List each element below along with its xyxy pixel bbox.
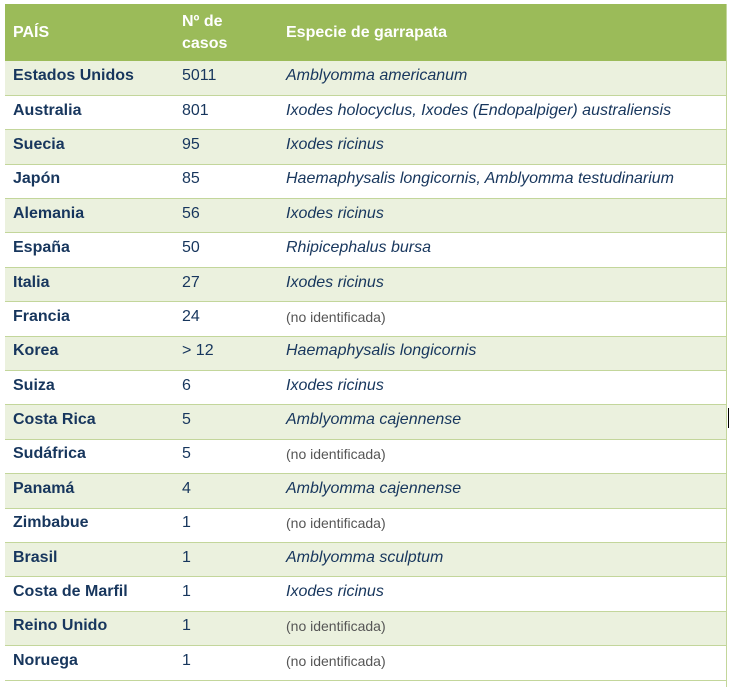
table-row [5, 130, 726, 164]
header-species: Especie de garrapata [286, 23, 447, 41]
table-header-row [5, 4, 726, 61]
cases-table-container [5, 4, 726, 681]
cell-cases: > 12 [175, 336, 277, 370]
cell-species: (no identificada) [277, 439, 726, 473]
header-cases-line2: casos [182, 34, 228, 52]
table-row [5, 542, 726, 576]
table-row [5, 61, 726, 95]
cell-country: Alemania [5, 199, 175, 233]
table-row [5, 508, 726, 542]
text-cursor [728, 408, 729, 428]
cell-country: Reino Unido [5, 611, 175, 645]
cell-country: Brasil [5, 542, 175, 576]
table-row [5, 371, 726, 405]
cell-cases: 50 [175, 233, 277, 267]
cell-species: Amblyomma americanum [277, 61, 726, 95]
cell-country: Noruega [5, 646, 175, 680]
cell-cases: 5 [175, 439, 277, 473]
table-row [5, 646, 726, 680]
table-right-border [726, 4, 727, 687]
cell-cases: 24 [175, 302, 277, 336]
header-cases-line1: Nº de [182, 12, 223, 30]
cell-country: Zimbabue [5, 508, 175, 542]
cell-species: (no identificada) [277, 302, 726, 336]
cell-country: Japón [5, 164, 175, 198]
cell-species: Haemaphysalis longicornis, Amblyomma testudinarium [277, 164, 726, 198]
table-row [5, 439, 726, 473]
cell-species: Haemaphysalis longicornis [277, 336, 726, 370]
cell-country: Suiza [5, 371, 175, 405]
table-row [5, 405, 726, 439]
cell-species: (no identificada) [277, 646, 726, 680]
cell-country: Estados Unidos [5, 61, 175, 95]
cell-cases: 56 [175, 199, 277, 233]
cell-cases: 1 [175, 611, 277, 645]
cell-species: Ixodes ricinus [277, 130, 726, 164]
table-row [5, 474, 726, 508]
cell-cases: 5 [175, 405, 277, 439]
cell-species: Rhipicephalus bursa [277, 233, 726, 267]
table-row [5, 199, 726, 233]
cell-country: Suecia [5, 130, 175, 164]
cell-cases: 1 [175, 577, 277, 611]
cell-country: Panamá [5, 474, 175, 508]
cell-species: Ixodes holocyclus, Ixodes (Endopalpiger) australiensis [277, 95, 726, 129]
table-row [5, 577, 726, 611]
cell-cases: 801 [175, 95, 277, 129]
cell-country: Australia [5, 95, 175, 129]
cell-species: Amblyomma sculptum [277, 542, 726, 576]
cell-cases: 6 [175, 371, 277, 405]
cell-cases: 1 [175, 508, 277, 542]
cell-country: Francia [5, 302, 175, 336]
table-body [5, 61, 726, 680]
table-row [5, 233, 726, 267]
table-row [5, 267, 726, 301]
cell-species: Amblyomma cajennense [277, 474, 726, 508]
cell-country: Costa Rica [5, 405, 175, 439]
header-cases [175, 4, 277, 61]
cell-species: Amblyomma cajennense [277, 405, 726, 439]
cell-cases: 1 [175, 646, 277, 680]
cell-cases: 4 [175, 474, 277, 508]
cell-cases: 95 [175, 130, 277, 164]
table-row [5, 95, 726, 129]
table-row [5, 302, 726, 336]
table-row [5, 164, 726, 198]
cases-table [5, 4, 726, 681]
cell-cases: 27 [175, 267, 277, 301]
table-row [5, 611, 726, 645]
cell-cases: 5011 [175, 61, 277, 95]
cell-species: Ixodes ricinus [277, 199, 726, 233]
cell-cases: 85 [175, 164, 277, 198]
table-row [5, 336, 726, 370]
cell-species: (no identificada) [277, 611, 726, 645]
header-country: PAÍS [13, 23, 50, 41]
cell-species: Ixodes ricinus [277, 371, 726, 405]
cell-country: Italia [5, 267, 175, 301]
cell-cases: 1 [175, 542, 277, 576]
cell-species: (no identificada) [277, 508, 726, 542]
cell-country: Costa de Marfil [5, 577, 175, 611]
cell-country: Korea [5, 336, 175, 370]
cell-species: Ixodes ricinus [277, 577, 726, 611]
cell-country: Sudáfrica [5, 439, 175, 473]
cell-species: Ixodes ricinus [277, 267, 726, 301]
cell-country: España [5, 233, 175, 267]
